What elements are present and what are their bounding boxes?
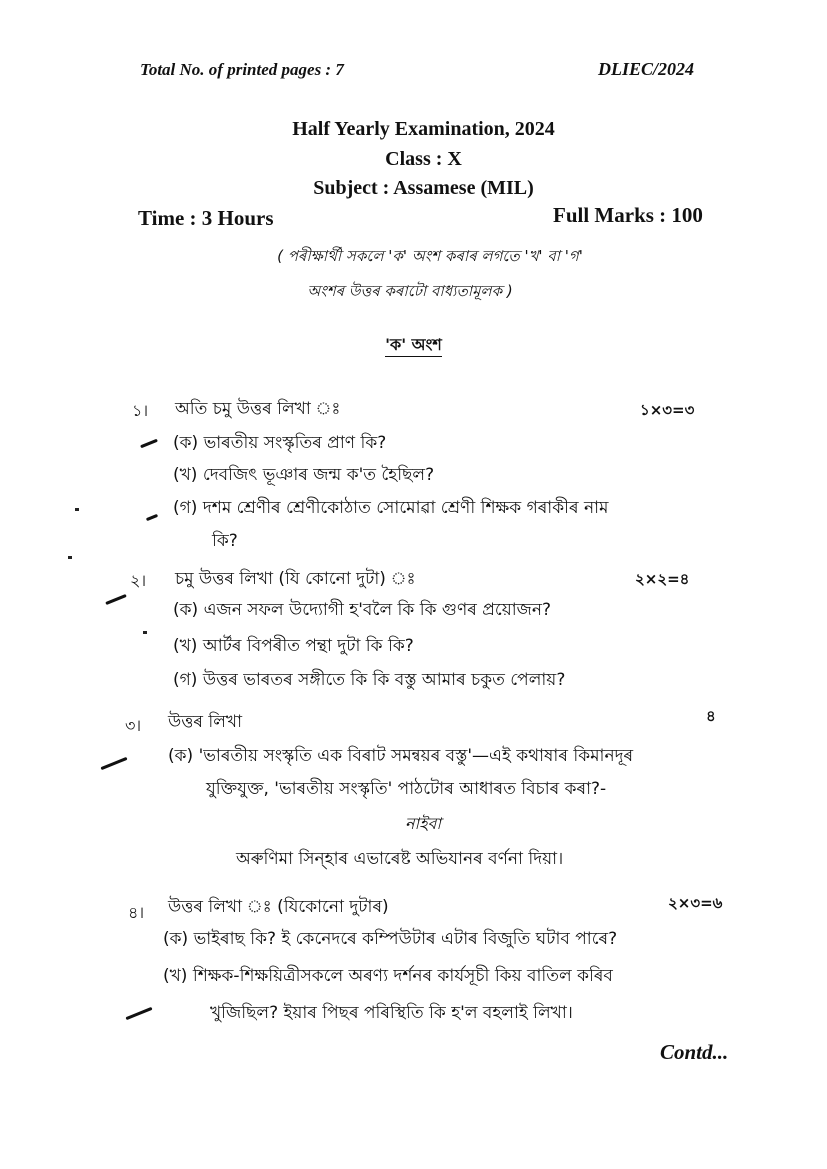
question-marks: ২×৩=৬: [668, 894, 723, 912]
sub-question: (ক) ভাইৰাছ কি? ই কেনেদৰে কম্পিউটাৰ এটাৰ বিজুতি ঘটাব পাৰে?: [163, 929, 618, 949]
sub-question: (ক) এজন সফল উদ্যোগী হ'বলৈ কি কি গুণৰ প্ৰয়োজন?: [173, 600, 552, 620]
sub-question: (গ) উত্তৰ ভাৰতৰ সঙ্গীতে কি কি বস্তু আমাৰ চকুত পেলায়?: [173, 670, 566, 690]
continued-note: Contd...: [660, 1040, 729, 1064]
stray-mark: [143, 631, 147, 634]
instruction-line-2: অংশৰ উত্তৰ কৰাটো বাধ্যতামূলক ): [307, 282, 513, 300]
question-text: উত্তৰ লিখা ঃ (যিকোনো দুটাৰ): [168, 897, 389, 917]
question-text: অতি চমু উত্তৰ লিখা ঃ: [175, 399, 341, 419]
question-marks: ৪: [706, 707, 716, 725]
full-marks-label: Full Marks : 100: [553, 203, 703, 227]
sub-question: (ক) 'ভাৰতীয় সংস্কৃতি এক বিৰাট সমন্বয়ৰ বস্তু'—এই কথাষাৰ কিমানদূৰ: [168, 746, 634, 766]
sub-question-continued: খুজিছিল? ইয়াৰ পিছৰ পৰিস্থিতি কি হ'ল বহলাই লিখা।: [210, 1003, 573, 1023]
sub-question-continued: যুক্তিযুক্ত, 'ভাৰতীয় সংস্কৃতি' পাঠটোৰ আধাৰত বিচাৰ কৰা?-: [206, 779, 607, 799]
question-text: চমু উত্তৰ লিখা (যি কোনো দুটা) ঃ: [175, 569, 416, 589]
question-text: উত্তৰ লিখা: [168, 712, 243, 732]
paper-code: DLIEC/2024: [598, 59, 695, 79]
exam-title: Half Yearly Examination, 2024: [292, 118, 555, 140]
stray-mark: [75, 508, 79, 511]
sub-question: (ক) ভাৰতীয় সংস্কৃতিৰ প্ৰাণ কি?: [173, 433, 387, 453]
pen-tick-mark: [100, 757, 127, 770]
stray-mark: [68, 556, 72, 559]
printed-pages-note: Total No. of printed pages : 7: [140, 60, 344, 79]
instruction-line-1: ( পৰীক্ষাৰ্থী সকলে 'ক' অংশ কৰাৰ লগতে 'খ' বা 'গ': [277, 247, 583, 265]
question-number: ৪।: [128, 903, 145, 922]
question-number: ১।: [132, 401, 149, 420]
sub-question: (খ) শিক্ষক-শিক্ষয়িত্ৰীসকলে অৰণ্য দৰ্শনৰ কাৰ্যসূচী কিয় বাতিল কৰিব: [163, 966, 613, 986]
sub-question-continued: কি?: [212, 531, 238, 551]
question-number: ৩।: [125, 716, 142, 735]
pen-tick-mark: [105, 594, 127, 605]
pen-tick-mark: [146, 514, 158, 521]
time-label: Time : 3 Hours: [138, 206, 274, 230]
pen-tick-mark: [125, 1007, 152, 1020]
sub-question: (খ) দেবজিৎ ভূঞাৰ জন্ম ক'ত হৈছিল?: [173, 465, 435, 485]
question-number: ২।: [130, 571, 147, 590]
question-marks: ২×২=৪: [635, 570, 690, 588]
class-label: Class : X: [385, 148, 462, 170]
subject-label: Subject : Assamese (MIL): [313, 177, 534, 199]
sub-question: (খ) আৰ্টৰ বিপৰীত পন্থা দুটা কি কি?: [173, 636, 414, 656]
section-heading: 'ক' অংশ: [0, 332, 827, 359]
sub-question: (গ) দশম শ্ৰেণীৰ শ্ৰেণীকোঠাত সোমোৱা শ্ৰেণী শিক্ষক গৰাকীৰ নাম: [173, 498, 609, 518]
alternative-question: অৰুণিমা সিন্‌হাৰ এভাৰেষ্ট অভিযানৰ বৰ্ণনা দিয়া।: [236, 849, 564, 869]
or-label: নাইবা: [405, 814, 442, 833]
question-marks: ১×৩=৩: [640, 401, 695, 419]
pen-tick-mark: [140, 439, 158, 449]
